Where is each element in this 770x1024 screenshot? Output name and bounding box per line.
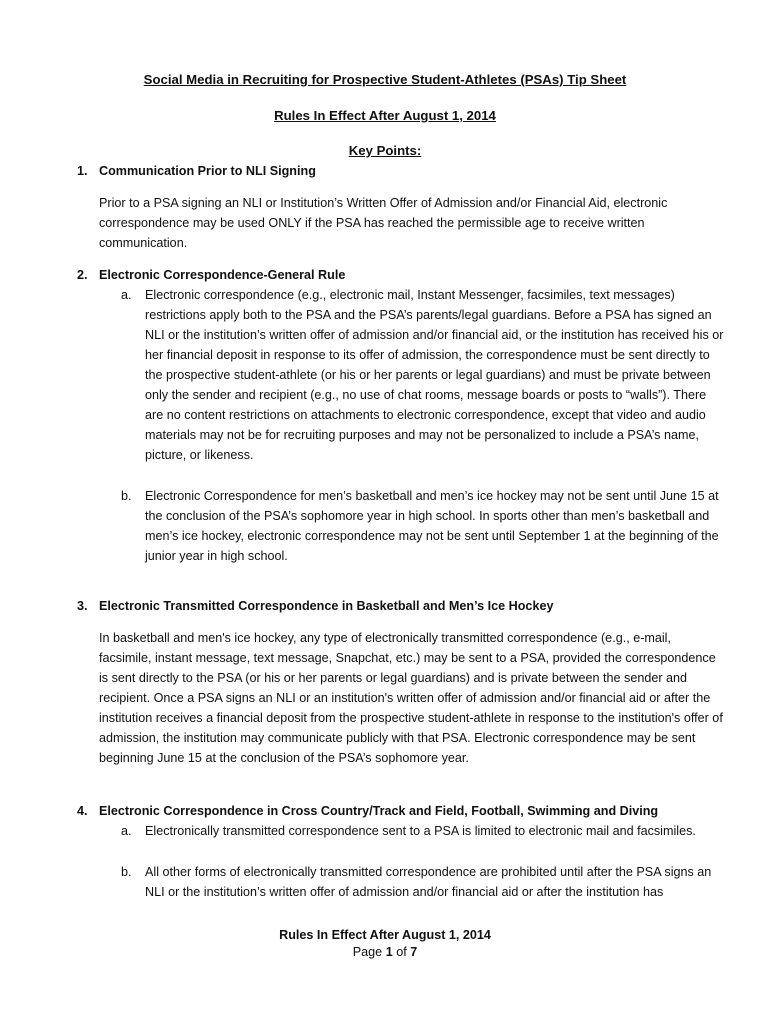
section-number: 4.: [77, 804, 88, 818]
footer: [0, 928, 770, 959]
item-text: Electronically transmitted correspondence sent to a PSA is limited to electronic mail and facsimiles.: [145, 824, 696, 838]
page-current: 1: [385, 945, 393, 959]
section-title: Electronic Correspondence in Cross Country/Track and Field, Football, Swimming and Diving: [99, 804, 659, 818]
item-label: b.: [121, 489, 132, 503]
section-2-item-b: [121, 486, 725, 566]
item-label: b.: [121, 865, 132, 879]
document-subtitle: Rules In Effect After August 1, 2014: [274, 108, 496, 123]
section-number: 2.: [77, 268, 88, 282]
section-4-item-b: [121, 862, 725, 902]
document-title: Social Media in Recruiting for Prospective Student-Athletes (PSAs) Tip Sheet: [143, 72, 627, 87]
key-points-heading: Key Points:: [348, 143, 422, 158]
item-label: a.: [121, 824, 132, 838]
page-indicator: [0, 945, 770, 959]
section-2-item-a: [121, 285, 725, 465]
section-4-item-a: [121, 821, 725, 841]
section-number: 1.: [77, 164, 88, 178]
section-3-heading: [77, 599, 553, 613]
page-total: 7: [410, 945, 418, 959]
section-4-heading: [77, 804, 658, 818]
item-text: Electronic Correspondence for men’s basketball and men’s ice hockey may not be sent until June 15 at the conclusion of the PSA’s sophomore year in high school. In sports other than men’s basketball and men’s ice hockey, electronic correspondence may not be sent until September 1 at the beginning of the junior year in high school.: [145, 489, 719, 563]
item-text: Electronic correspondence (e.g., electronic mail, Instant Messenger, facsimiles, text messages) restrictions apply both to the PSA and the PSA’s parents/legal guardians. Before a PSA has signed an NLI or the institution’s written offer of admission and/or financial aid, or the institution has received his or her financial deposit in response to its offer of admission, the correspondence must be sent directly to the prospective student-athlete (or his or her parents or legal guardians) and must be private between only the sender and recipient (e.g., no use of chat rooms, message boards or posts to “walls”). There are no content restrictions on attachments to electronic correspondence, except that video and audio materials may not be for recruiting purposes and may not be personalized to include a PSA’s name, picture, or likeness.: [145, 288, 724, 462]
section-title: Communication Prior to NLI Signing: [99, 164, 316, 178]
section-2-heading: [77, 268, 345, 282]
section-title: Electronic Transmitted Correspondence in Basketball and Men’s Ice Hockey: [99, 599, 554, 613]
footer-title: Rules In Effect After August 1, 2014: [279, 928, 491, 942]
page-word: Page: [352, 945, 383, 959]
section-1-heading: [77, 164, 316, 178]
of-word: of: [396, 945, 407, 959]
item-label: a.: [121, 288, 132, 302]
section-number: 3.: [77, 599, 88, 613]
section-title: Electronic Correspondence-General Rule: [99, 268, 346, 282]
section-3-body: In basketball and men's ice hockey, any type of electronically transmitted correspondence (e.g., e-mail, facsimile, instant message, text message, Snapchat, etc.) may be sent to a PSA, provided the correspondence is sent directly to the PSA (or his or her parents or legal guardians) and is private between the sender and recipient. Once a PSA signs an NLI or an institution's written offer of admission and/or financial aid or after the institution receives a financial deposit from the prospective student-athlete in response to the institution's offer of admission, the institution may communicate publicly with that PSA. Electronic correspondence may be sent beginning June 15 at the conclusion of the PSA’s sophomore year.: [99, 631, 723, 765]
section-1-body: Prior to a PSA signing an NLI or Institution’s Written Offer of Admission and/or Financial Aid, electronic correspondence may be used ONLY if the PSA has reached the permissible age to receive written communication.: [99, 196, 668, 250]
item-text: All other forms of electronically transmitted correspondence are prohibited until after the PSA signs an NLI or the institution’s written offer of admission and/or financial aid or after the institution has: [145, 865, 712, 899]
